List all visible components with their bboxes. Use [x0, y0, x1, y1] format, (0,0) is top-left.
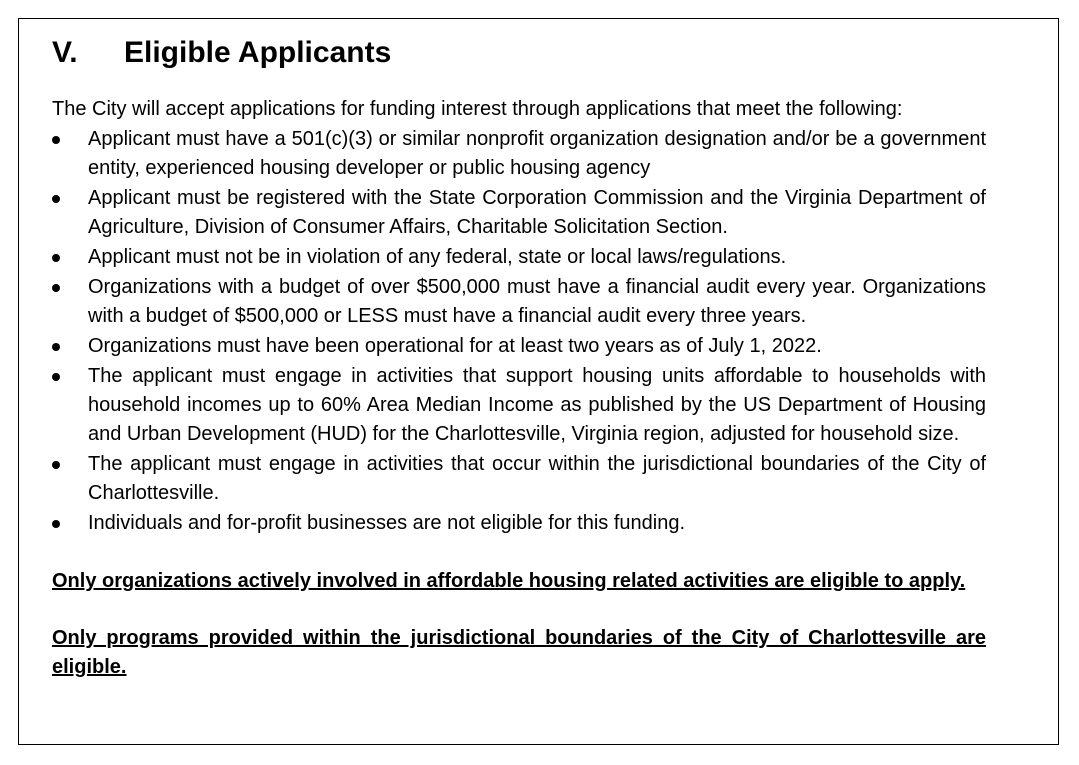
bullet-icon — [52, 343, 60, 351]
bullet-icon — [52, 373, 60, 381]
list-item — [52, 362, 986, 449]
bullet-icon — [52, 461, 60, 469]
list-item-text: The applicant must engage in activities that occur within the jurisdictional boundaries of the City of Charlottesville. — [88, 453, 986, 504]
list-item-text: Organizations must have been operational for at least two years as of July 1, 2022. — [88, 335, 822, 357]
list-item — [52, 509, 986, 538]
bullet-icon — [52, 284, 60, 292]
list-item-text: Applicant must not be in violation of any federal, state or local laws/regulations. — [88, 246, 787, 268]
list-item-text: Applicant must have a 501(c)(3) or similar nonprofit organization designation and/or be a government entity, experienced housing developer or public housing agency — [88, 128, 986, 179]
list-item-text: Organizations with a budget of over $500,000 must have a financial audit every year. Organizations with a budget of $500,000 or LESS must have a financial audit every three years. — [88, 276, 986, 327]
bullet-icon — [52, 195, 60, 203]
section-number: V. — [52, 36, 78, 69]
list-item-text: The applicant must engage in activities that support housing units affordable to households with household incomes up to 60% Area Median Income as published by the US Department of Housing and Urban Development (HUD) for the Charlottesville, Virginia region, adjusted for household size. — [88, 365, 986, 445]
document-body — [52, 38, 986, 682]
list-item — [52, 450, 986, 508]
list-item — [52, 184, 986, 242]
section-title: Eligible Applicants — [124, 36, 392, 69]
list-item — [52, 243, 986, 272]
list-item — [52, 332, 986, 361]
bullet-icon — [52, 254, 60, 262]
list-item-text: Applicant must be registered with the State Corporation Commission and the Virginia Department of Agriculture, Division of Consumer Affairs, Charitable Solicitation Section. — [88, 187, 986, 238]
list-item-text: Individuals and for-profit businesses are not eligible for this funding. — [88, 512, 686, 534]
list-item — [52, 273, 986, 331]
intro-paragraph: The City will accept applications for funding interest through applications that meet the following: — [52, 98, 903, 120]
eligibility-criteria-list — [52, 125, 986, 538]
notice-jurisdiction: Only programs provided within the jurisdictional boundaries of the City of Charlottesville are eligible. — [52, 627, 986, 678]
bullet-icon — [52, 136, 60, 144]
list-item — [52, 125, 986, 183]
section-heading — [52, 38, 986, 68]
bullet-icon — [52, 520, 60, 528]
notice-affordable-housing: Only organizations actively involved in affordable housing related activities are eligible to apply. — [52, 570, 966, 592]
